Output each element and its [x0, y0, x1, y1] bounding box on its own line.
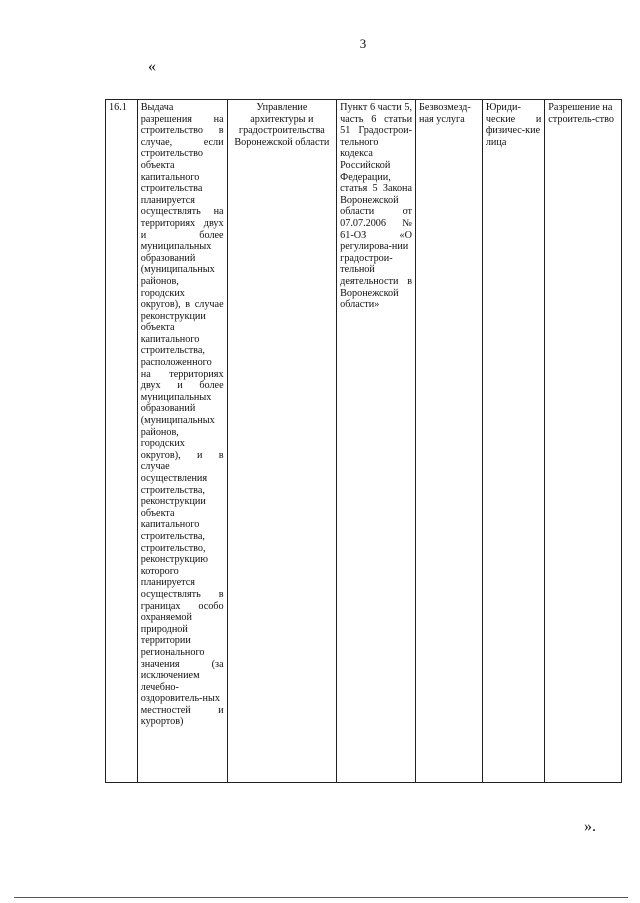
closing-quote-mark: ». [584, 818, 596, 835]
cell-result: Разрешение на строитель-ство [545, 100, 622, 783]
opening-quote-mark: « [148, 58, 156, 75]
cell-service-name: Выдача разрешения на строительство в случае, если строительство объекта капитального строительства планируется осуществлять на территориях двух и более муниципальных образований (муниципальных районов, городских округов), в случае реконструкции объекта капитального строительства, расположенного на территориях двух и более муниципальных образований (муниципальных районов, городских округов), и в случае осуществления строительства, реконструкции объекта капитального строительства, строительство, реконструкцию которого планируется осуществлять в границах особо охраняемой природной территории регионального значения (за исключением лечебно-оздоровитель-ных местностей и курортов) [137, 100, 227, 783]
cell-fee: Безвозмезд-ная услуга [416, 100, 483, 783]
bottom-divider [14, 897, 628, 898]
cell-authority: Управление архитектуры и градостроительства Воронежской области [227, 100, 337, 783]
services-table [105, 99, 622, 783]
page-number: 3 [359, 36, 367, 51]
cell-item-number: 16.1 [106, 100, 138, 783]
cell-legal-basis: Пункт 6 части 5, часть 6 статьи 51 Градострои-тельного кодекса Российской Федерации, статья 5 Закона Воронежской области от 07.07.2006 № 61-ОЗ «О регулирова-нии градострои-тельной деятельности в Воронежской области» [337, 100, 416, 783]
table-row [106, 100, 622, 783]
cell-applicants: Юриди-ческие и физичес-кие лица [482, 100, 544, 783]
